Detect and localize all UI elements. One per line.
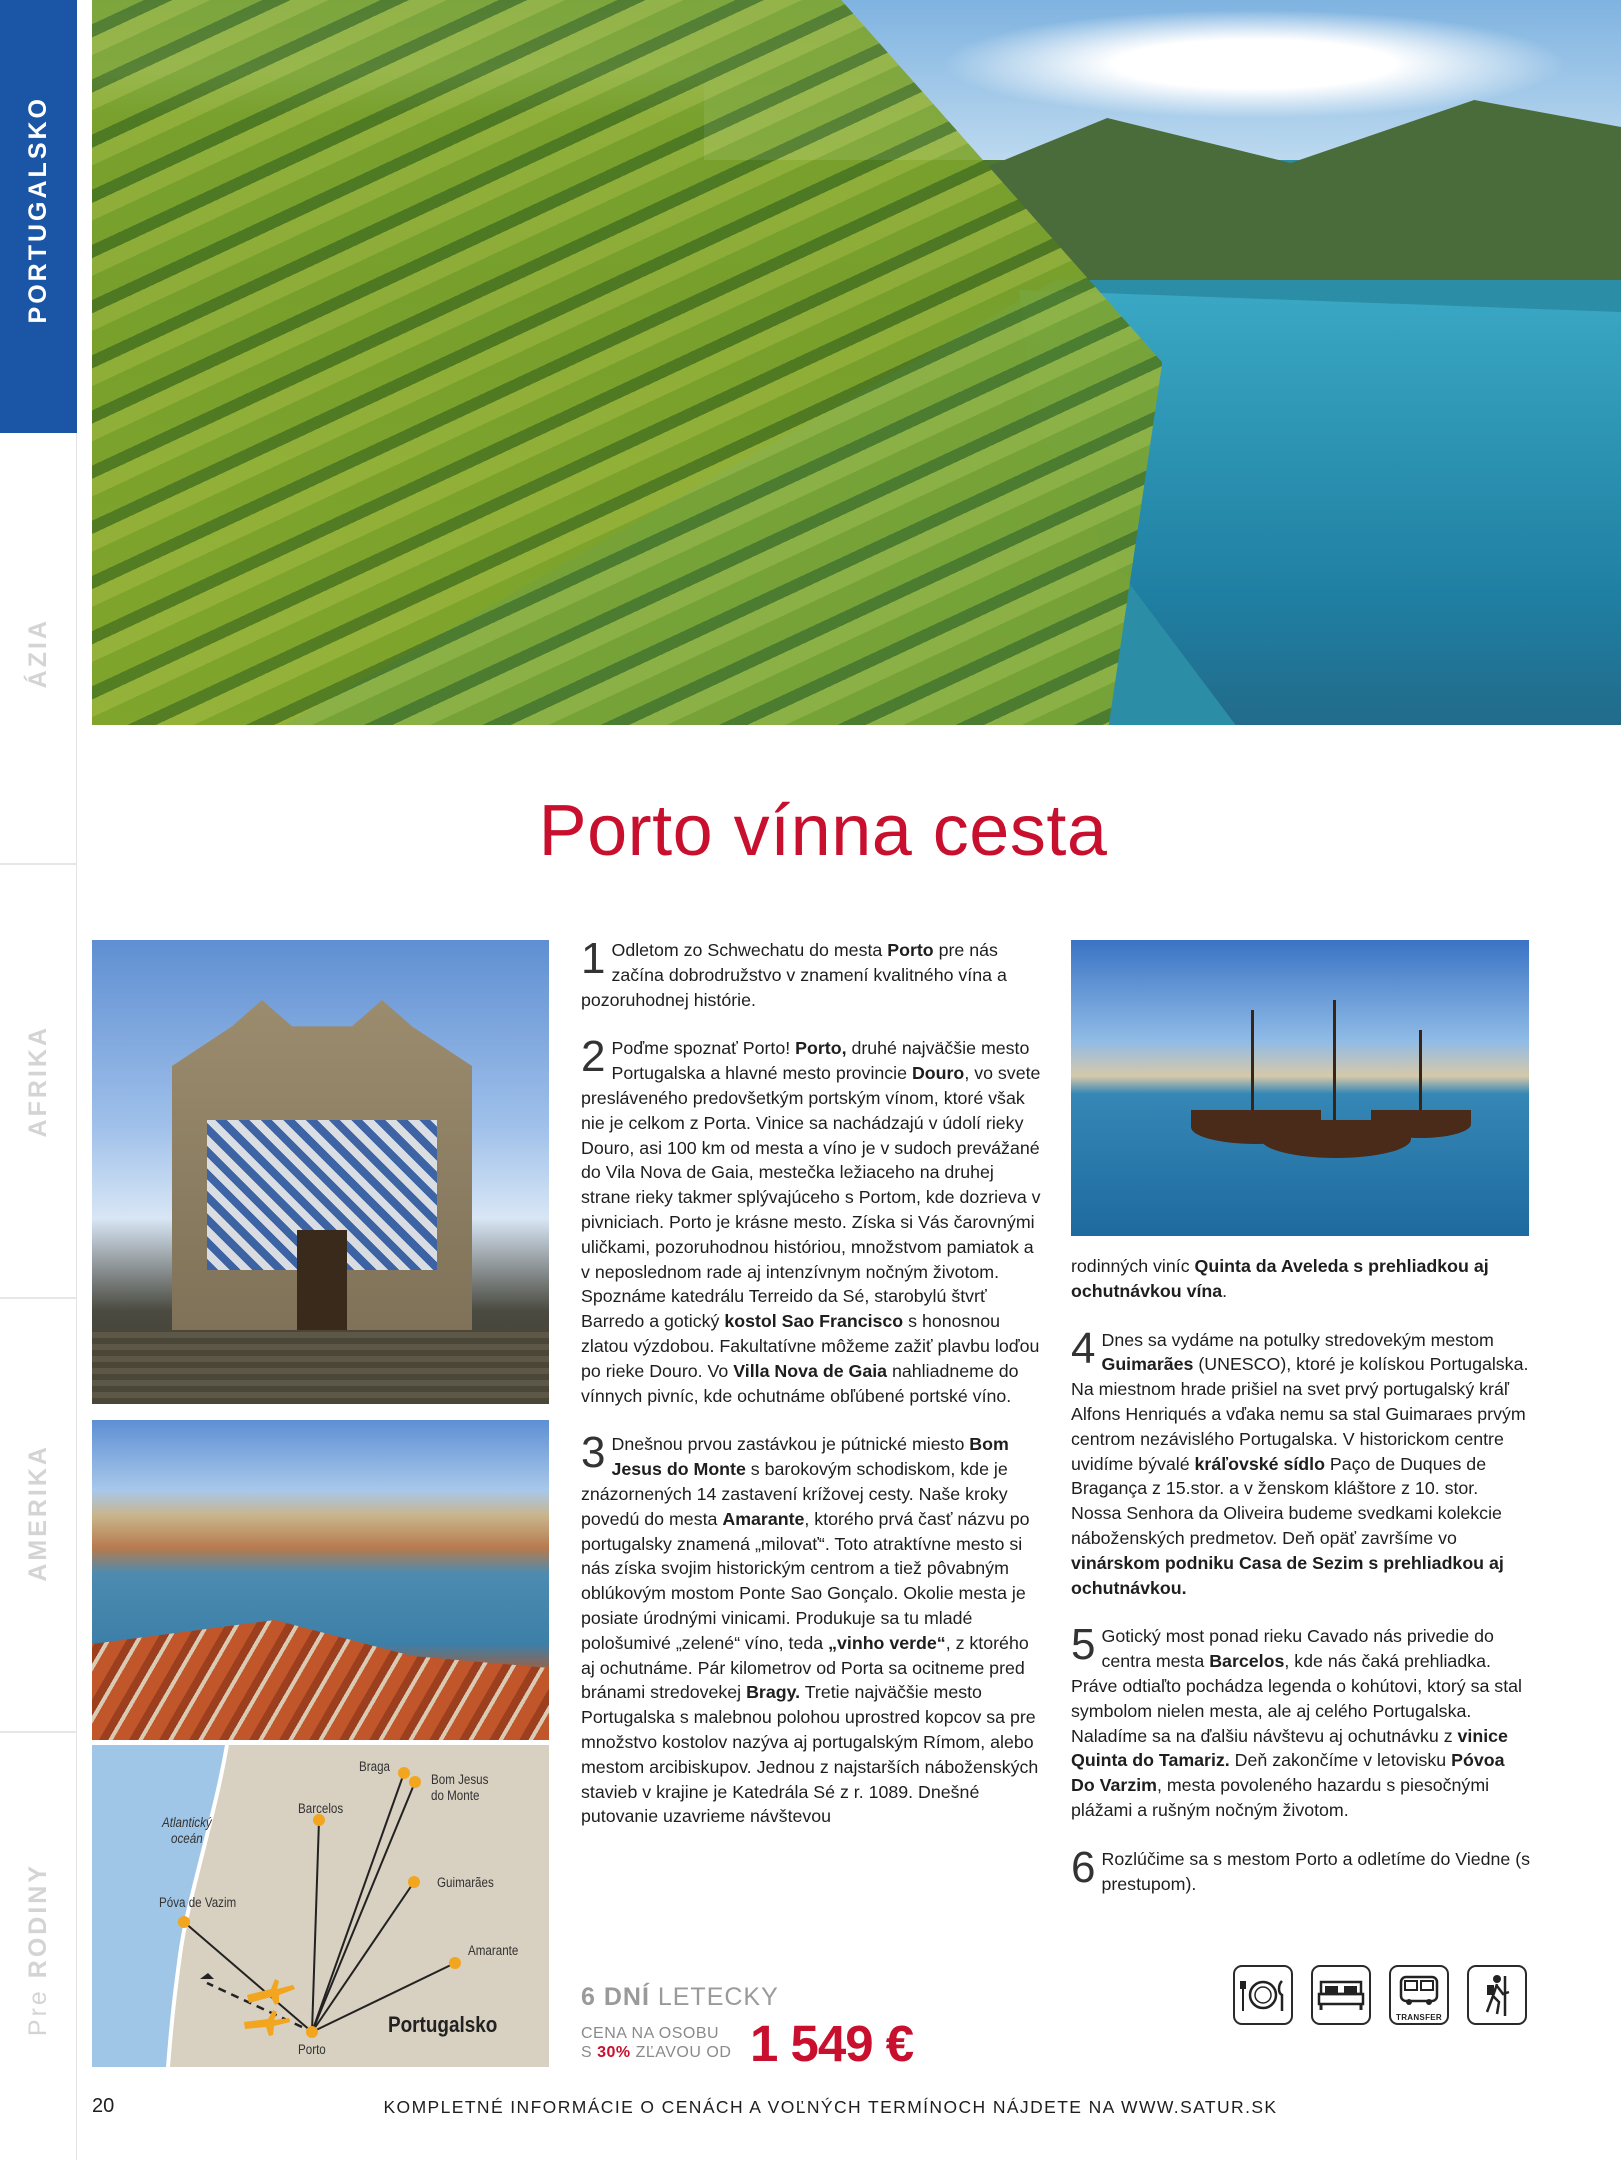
map-label-ocean: Atlantický oceán xyxy=(162,1815,212,1846)
itinerary-day-2: 2 Poďme spoznať Porto! Porto, druhé najväčšie mesto Portugalska a hlavné mesto provincie Douro, vo svete presláveného predovšetkým portským vínom, ktoré však nie je celkom z Porta. Vinice sa nachádzajú v údolí rieky Douro, asi 100 km od mesta a víno je v sudoch prevážané do Vila Nova de Gaia, mestečka ležiaceho na druhej strane rieky takmer splývajúceho s Portom, kde dozrieva v pivniciach. Porto je krásne mesto. Získa si Vás čarovnými uličkami, pozoruhodnou históriou, množstvom pamiatok a v neposlednom rade aj intenzívnym nočným životom. Spoznáme katedrálu Terreido da Sé, starobylú štvrť Barredo a gotický kostol Sao Francisco s honosnou zlatou výzdobou. Fakultatívne môžeme zažiť plavbu loďou po rieke Douro. Vo Villa Nova de Gaia nahliadneme do vínnych pivníc, kde ochutnáme obľúbené portské víno. xyxy=(581,1032,1041,1406)
highlight-text: Porto xyxy=(887,940,934,960)
discount-percent: 30% xyxy=(597,2044,631,2061)
side-tab-label: AFRIKA xyxy=(23,1025,52,1138)
hiking-icon xyxy=(1467,1965,1527,2025)
day-number: 3 xyxy=(581,1428,606,1478)
side-tab-portugalsko[interactable] xyxy=(0,0,77,433)
photo-church xyxy=(92,940,549,1404)
highlight-text: Douro xyxy=(911,1063,965,1084)
highlight-text: Quinta da Aveleda s prehliadkou aj ochutnávkou vína xyxy=(1071,1256,1489,1301)
side-tab-label: PORTUGALSKO xyxy=(24,96,52,324)
route-map xyxy=(92,1745,549,2067)
map-label-bom-jesus: Bom Jesus do Monte xyxy=(431,1772,489,1803)
side-tab-amerika[interactable] xyxy=(0,1299,77,1731)
boat-hull xyxy=(1371,1110,1471,1138)
porto-rooftops xyxy=(92,1620,549,1740)
page-title: Porto vínna cesta xyxy=(538,791,1108,871)
meals-icon xyxy=(1233,1965,1293,2025)
highlight-text: vinice Quinta do Tamariz. xyxy=(1071,1725,1508,1771)
price-label-line2: S 30% ZĽAVOU OD xyxy=(581,2044,732,2061)
map-label-braga: Braga xyxy=(359,1759,390,1774)
highlight-text: Bom Jesus do Monte xyxy=(611,1434,1009,1480)
highlight-text: kostol Sao Francisco xyxy=(724,1311,904,1332)
side-tab-label: AMERIKA xyxy=(23,1444,52,1582)
highlight-text: Bragy. xyxy=(746,1682,801,1703)
service-icons xyxy=(1233,1965,1527,2025)
day-number: 6 xyxy=(1071,1842,1096,1892)
boat-mast xyxy=(1251,1010,1254,1110)
duration-days: 6 DNÍ xyxy=(581,1983,650,2011)
map-airplane-icon xyxy=(244,1979,295,2036)
hero-image-douro-valley xyxy=(92,0,1621,725)
trip-duration xyxy=(581,1983,779,2012)
itinerary-day-1: 1 Odletom zo Schwechatu do mesta Porto pre nás začína dobrodružstvo v znamení kvalitného vína a pozoruhodnej histórie. xyxy=(581,934,1007,1010)
highlight-text: Porto, xyxy=(795,1038,847,1059)
side-tab-pre-rodiny[interactable] xyxy=(0,1733,77,2160)
highlight-text: Barcelos xyxy=(1209,1651,1285,1672)
side-tab-label-prefix: Pre xyxy=(23,1978,52,2037)
duration-mode: LETECKY xyxy=(649,1983,779,2011)
boat-mast xyxy=(1419,1030,1422,1110)
photo-rabelo-boats xyxy=(1071,940,1529,1236)
map-label-barcelos: Barcelos xyxy=(298,1801,344,1816)
itinerary-day-6: 6 Rozlúčime sa s mestom Porto a odletíme do Viedne (s prestupom). xyxy=(1071,1842,1531,1894)
map-label-country: Portugalsko xyxy=(388,2012,498,2037)
highlight-text: Póvoa Do Varzim xyxy=(1071,1750,1505,1796)
page-number: 20 xyxy=(92,2095,115,2117)
church-door xyxy=(297,1230,347,1330)
itinerary-day-5: 5 Gotický most ponad rieku Cavado nás privedie do centra mesta Barcelos, kde nás čaká prehliadka. Práve odtiaľto pochádza legenda o kohútovi, ktorý sa stal symbolom nielen mesta, ale aj celého Portugalska. Naladíme sa na ďalšiu návštevu aj ochutnávku z vinice Quinta do Tamariz. Deň zakončíme v letovisku Póvoa Do Varzim, mesta povoleného hazardu s piesočnými plážami a rušným nočným životom. xyxy=(1071,1620,1522,1820)
highlight-text: „vinho verde“ xyxy=(828,1632,946,1653)
day-number: 1 xyxy=(581,934,606,983)
day-number: 2 xyxy=(581,1032,606,1082)
itinerary-column-left xyxy=(581,934,1041,1853)
map-label-povoa: Póva de Vazim xyxy=(159,1895,237,1910)
map-arrow-icon xyxy=(200,1973,214,1979)
highlight-text: Villa Nova de Gaia xyxy=(733,1360,888,1381)
side-tab-label xyxy=(24,1863,53,2036)
map-label-guimaraes: Guimarães xyxy=(437,1875,494,1890)
highlight-text: kráľovské sídlo xyxy=(1194,1453,1325,1474)
highlight-text: Guimarães xyxy=(1101,1354,1194,1375)
bus-icon xyxy=(1389,1965,1449,2025)
price-value: 1 549 € xyxy=(750,2015,914,2072)
itinerary-column-right xyxy=(1071,1254,1531,1920)
itinerary-day-4: 4 Dnes sa vydáme na potulky stredovekým mestom Guimarães (UNESCO), ktoré je kolískou Portugalska. Na miestnom hrade prišiel na svet prvý portugalský kráľ Alfons Henriqués a vďaka nemu sa stal Guimaraes prvým centrom nezávislého Portugalska. V historickom centre uvidíme bývalé kráľovské sídlo Paço de Duques de Bragança z 15.stor. a v ženskom kláštore z 10. stor. Nossa Senhora da Oliveira budeme svedkami kolekcie náboženských predmetov. Deň opäť završíme vo vinárskom podniku Casa de Sezim s prehliadkou aj ochutnávkou. xyxy=(1071,1323,1529,1598)
itinerary-day-3: 3 Dnešnou prvou zastávkou je pútnické miesto Bom Jesus do Monte s barokovým schodiskom, kde je znázornených 14 zastavení krížovej cesty. Naše kroky povedú do mesta Amarante, ktorého prvá časť názvu po portugalsky znamená „milovať“. Toto atraktívne mesto si nás získa svojim historickým centrom a tiež pôvabným oblúkovým mostom Ponte Sao Gonçalo. Okolie mesta je posiate úrodnými vinicami. Produkuje sa tu mladé pološumivé „zelené“ víno, teda „vinho verde“, z ktorého aj ochutnáme. Pár kilometrov od Porta sa ocitneme pred bránami stredovekej Bragy. Tretie najväčšie mesto Portugalska s malebnou polohou uprostred kopcov sa pre množstvo kostolov nazýva aj portugalským Rímom, alebo mestom arcibiskupov. Jednou z najstarších náboženských stavieb v krajine je Katedrála Sé z r. 1089. Dnešné putovanie uzavrieme návštevou xyxy=(581,1428,1039,1827)
itinerary-day-3-continued: rodinných viníc Quinta da Aveleda s prehliadkou aj ochutnávkou vína. xyxy=(1071,1256,1489,1301)
side-tab-label-main: RODINY xyxy=(23,1863,52,1979)
map-label-porto: Porto xyxy=(298,2042,326,2057)
bed-icon xyxy=(1311,1965,1371,2025)
day-number: 4 xyxy=(1071,1323,1096,1373)
boat-mast xyxy=(1333,1000,1336,1120)
side-tab-label: ÁZIA xyxy=(23,618,52,689)
side-tab-afrika[interactable] xyxy=(0,865,77,1297)
map-label-amarante: Amarante xyxy=(468,1943,519,1958)
photo-porto-river xyxy=(92,1420,549,1740)
footer-text: KOMPLETNÉ INFORMÁCIE O CENÁCH A VOĽNÝCH TERMÍNOCH NÁJDETE NA WWW.SATUR.SK xyxy=(383,2097,1278,2117)
day-number: 5 xyxy=(1071,1620,1096,1670)
highlight-text: Amarante xyxy=(722,1508,805,1529)
bus-icon-caption: TRANSFER xyxy=(1396,2013,1442,2022)
highlight-text: vinárskom podniku Casa de Sezim s prehliadkou aj ochutnávkou. xyxy=(1071,1552,1504,1598)
price-label-line1: CENA NA OSOBU xyxy=(581,2025,720,2042)
church-steps xyxy=(92,1330,549,1404)
price-label xyxy=(581,2024,731,2062)
